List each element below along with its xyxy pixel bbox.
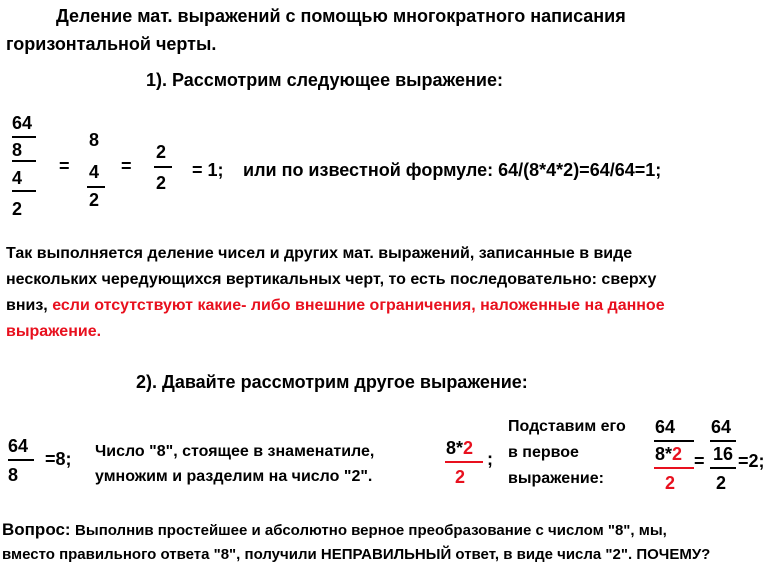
stack-bar-3 (12, 190, 36, 192)
subst-line-2: в первое (508, 444, 579, 461)
paragraph-line-3-black: вниз, (6, 297, 48, 314)
frac3-den: 2 (156, 173, 167, 193)
stack-bar-2 (12, 160, 36, 162)
s2-frac4-top: 64 (711, 417, 732, 437)
s2-frac3-bar-2 (654, 467, 694, 469)
paragraph-line-1: Так выполняется деление чисел и других мат. выражений, записанные в виде (6, 245, 633, 262)
s2-frac2-num-black: 8* (446, 438, 464, 458)
s2-frac2-den: 2 (455, 467, 466, 487)
s2-frac3-bottom: 2 (665, 473, 676, 493)
s2-result-2: =2; (738, 451, 765, 471)
s2-frac2-bar (445, 461, 483, 463)
s2-frac3-bar-1 (654, 440, 694, 442)
s2-frac1-bar (8, 459, 34, 461)
equals-2: = (121, 156, 132, 176)
stack-64: 64 (12, 113, 33, 133)
frac3-bar (154, 166, 172, 168)
question-line-2: вместо правильного ответа "8", получили НЕПРАВИЛЬНЫЙ ответ, в виде числа "2". ПОЧЕМУ? (2, 546, 711, 563)
title-line-1: Деление мат. выражений с помощью многократного написания (56, 6, 626, 26)
question-label: Вопрос: (2, 520, 71, 539)
s2-frac1-den: 8 (8, 465, 19, 485)
s2-frac3-mid-red: 2 (672, 444, 683, 464)
frac2-mid: 4 (89, 162, 100, 182)
s2-frac4-bar-1 (710, 440, 736, 442)
s2-frac4-mid: 16 (713, 444, 734, 464)
stack-8: 8 (12, 140, 23, 160)
s2-equals: = (694, 451, 705, 471)
s2-frac3-top: 64 (655, 417, 676, 437)
s2-frac3-mid (655, 444, 682, 465)
paragraph-line-3-red: если отсутствуют какие- либо внешние ограничения, наложенные на данное (52, 297, 665, 314)
frac2-num: 8 (89, 130, 100, 150)
stack-4: 4 (12, 168, 23, 188)
formula-text: или по известной формуле: 64/(8*4*2)=64/64=1; (243, 160, 662, 180)
paragraph-line-4: выражение. (6, 323, 102, 340)
question-text-1: Выполнив простейшее и абсолютно верное преобразование с числом "8", мы, (75, 522, 667, 539)
frac2-den: 2 (89, 190, 100, 210)
s2-result-1: =8; (45, 449, 72, 469)
frac3-num: 2 (156, 142, 167, 162)
s2-frac1-num: 64 (8, 436, 29, 456)
stack-bar-1 (12, 136, 36, 138)
title-line-2: горизонтальной черты. (6, 34, 217, 54)
paragraph-line-2: нескольких чередующихся вертикальных черт, то есть последовательно: сверху (6, 271, 657, 288)
paragraph-line-3 (6, 297, 665, 315)
subst-line-3: выражение: (508, 470, 604, 487)
equals-1: = (59, 156, 70, 176)
section1-heading: 1). Рассмотрим следующее выражение: (146, 70, 504, 90)
stack-2: 2 (12, 199, 23, 219)
s2-frac4-bar-2 (710, 467, 736, 469)
frac2-bar (87, 186, 105, 188)
s2-semicolon: ; (487, 449, 493, 469)
result-1: = 1; (192, 160, 224, 180)
explain-line-1: Число "8", стоящее в знаменатиле, (95, 443, 375, 460)
s2-frac4-bottom: 2 (716, 473, 727, 493)
section2-heading: 2). Давайте рассмотрим другое выражение: (136, 372, 528, 392)
explain-line-2: умножим и разделим на число "2". (95, 468, 373, 485)
question-line-1 (2, 520, 667, 540)
s2-frac3-mid-black: 8* (655, 444, 673, 464)
subst-line-1: Подставим его (508, 418, 626, 435)
s2-frac2-num-red: 2 (463, 438, 474, 458)
s2-frac2-num (446, 438, 473, 459)
